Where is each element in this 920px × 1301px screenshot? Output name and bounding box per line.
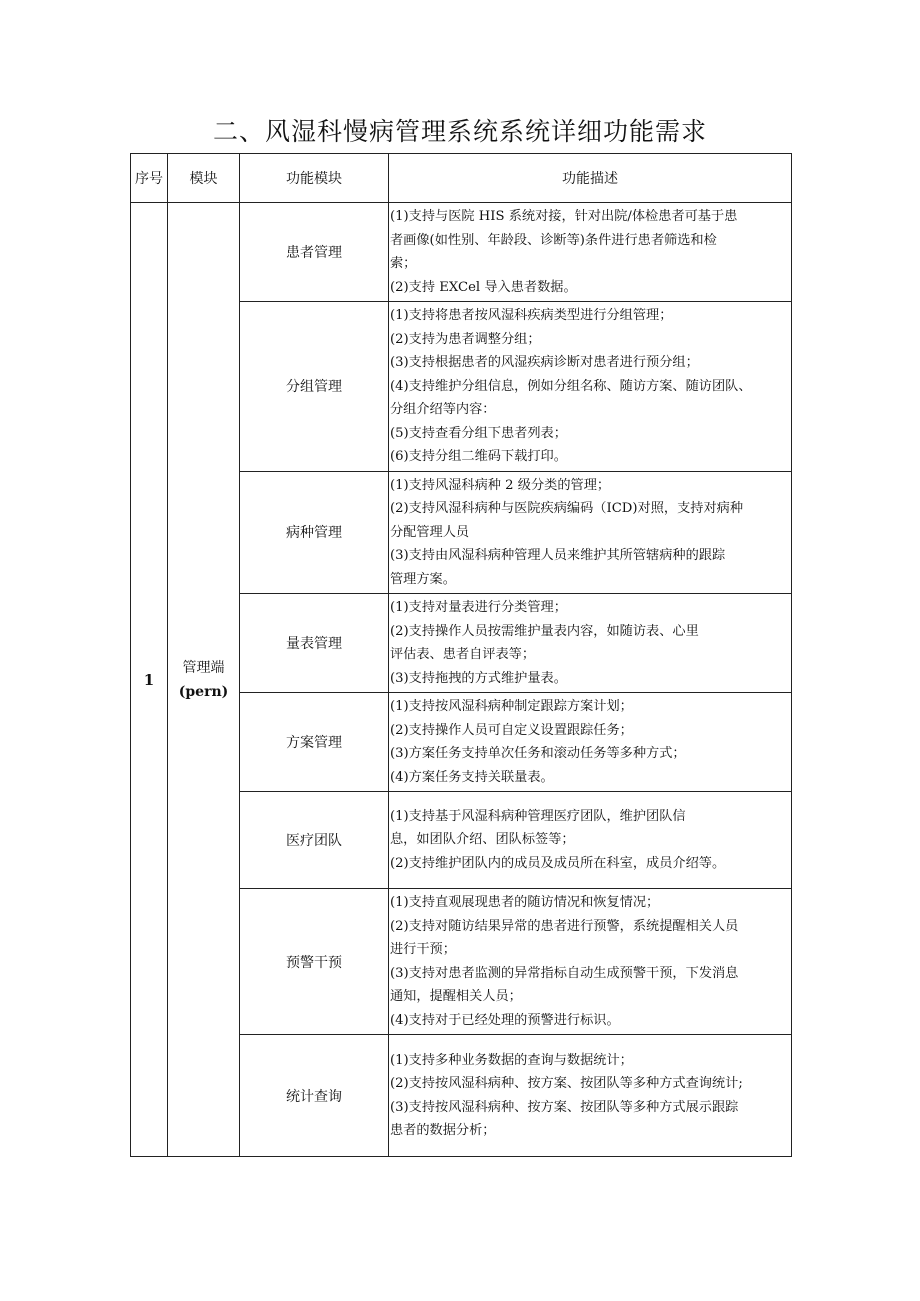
description-line: (1)支持对量表进行分类管理； [390,600,567,615]
description-line: (2)支持对随访结果异常的患者进行预警，系统提醒相关人员 [390,918,739,934]
description-line: (2)支持维护团队内的成员及成员所在科室，成员介绍等。 [390,855,726,871]
function-description [389,792,792,889]
description-line: (2)支持操作人员可自定义设置跟踪任务； [390,722,633,738]
description-line: 息，如团队介绍、团队标签等； [390,832,575,848]
table-header-row [131,154,792,203]
description-line: (2)支持按风湿科病种、按方案、按团队等多种方式查询统计; [390,1076,743,1091]
function-name: 病种管理 [240,471,389,594]
function-name: 方案管理 [240,693,389,792]
description-line: (3)支持按风湿科病种、按方案、按团队等多种方式展示跟踪 [390,1099,739,1115]
module-cell [168,203,240,1157]
description-line: (1)支持直观展现患者的随访情况和恢复情况； [390,895,660,910]
description-line: (2)支持风湿科病种与医院疾病编码（ICD)对照，支持对病种 [390,501,744,516]
description-line: (1)支持将患者按风湿科疾病类型进行分组管理； [390,308,673,323]
module-code: (pern) [178,683,229,700]
function-description [389,889,792,1035]
description-line: 管理方案。 [390,571,456,587]
function-description [389,1035,792,1157]
function-description [389,693,792,792]
description-line: (1)支持与医院 HIS 系统对接，针对出院/体检患者可基于患 [390,209,738,224]
description-line: (4)方案任务支持关联量表。 [390,769,554,785]
description-line: 通知，提醒相关人员； [390,989,522,1004]
function-description [389,471,792,594]
description-line: (4)支持对于已经处理的预警进行标识。 [390,1012,620,1028]
description-line: 评估表、患者自评表等； [390,647,536,662]
description-line: (4)支持维护分组信息，例如分组名称、随访方案、随访团队、 [390,378,752,394]
description-line: (3)支持对患者监测的异常指标自动生成预警干预，下发消息 [390,965,739,981]
function-name: 患者管理 [240,203,389,302]
row-seq-number: 1 [131,203,168,1157]
description-line: (2)支持操作人员按需维护量表内容，如随访表、心里 [390,623,699,639]
header-desc: 功能描述 [389,154,792,203]
header-module: 模块 [168,154,240,203]
requirements-table [130,153,792,1157]
description-line: 分配管理人员 [390,524,470,540]
description-line: (1)支持多种业务数据的查询与数据统计； [390,1052,633,1068]
header-func: 功能模块 [240,154,389,203]
description-line: (3)支持拖拽的方式维护量表。 [390,670,567,686]
description-line: 索； [390,256,417,271]
function-name: 医疗团队 [240,792,389,889]
description-line: (1)支持风湿科病种 2 级分类的管理； [390,477,611,493]
description-line: 分组介绍等内容： [390,402,496,417]
function-name: 统计查询 [240,1035,389,1157]
description-line: (2)支持 EXCel 导入患者数据。 [390,279,577,295]
function-name: 预警干预 [240,889,389,1035]
description-line: (1)支持按风湿科病种制定跟踪方案计划； [390,699,633,714]
page-title: 二、风湿科慢病管理系统系统详细功能需求 [212,117,707,146]
description-line: 者画像(如性别、年龄段、诊断等)条件进行患者筛选和检 [390,232,717,248]
description-line: (3)支持由风湿科病种管理人员来维护其所管辖病种的跟踪 [390,548,726,563]
function-name: 分组管理 [240,302,389,472]
description-line: (3)方案任务支持单次任务和滚动任务等多种方式； [390,746,686,761]
function-description [389,203,792,302]
header-seq: 序号 [131,154,168,203]
function-name: 量表管理 [240,594,389,693]
module-name: 管理端 [182,659,225,676]
description-line: (2)支持为患者调整分组； [390,331,541,347]
description-line: (6)支持分组二维码下载打印。 [390,449,567,464]
table-row [131,203,792,302]
function-description [389,302,792,472]
description-line: (5)支持查看分组下患者列表； [390,425,567,441]
description-line: 患者的数据分析； [390,1123,496,1138]
description-line: (3)支持根据患者的风湿疾病诊断对患者进行预分组； [390,355,699,370]
function-description [389,594,792,693]
description-line: (1)支持基于风湿科病种管理医疗团队，维护团队信 [390,808,686,824]
description-line: 进行干预； [390,942,456,957]
